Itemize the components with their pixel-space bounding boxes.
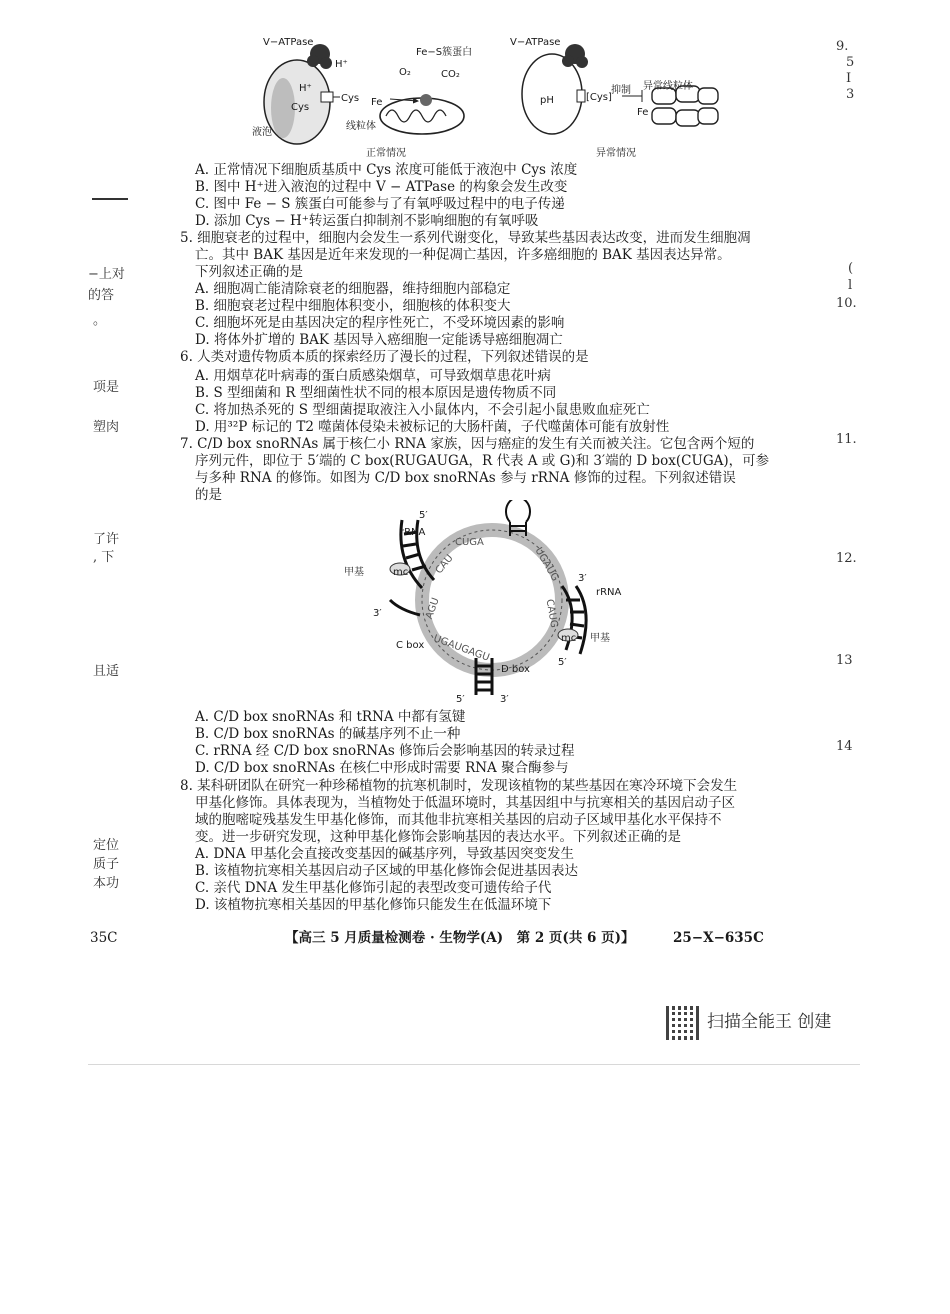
left-fragment: 项是 [93,380,120,395]
q4-option-c: C. 图中 Fe − S 簇蛋白可能参与了有氧呼吸过程中的电子传递 [195,196,565,212]
fig1-ph: pH [540,95,554,106]
q7-option-a: A. C/D box snoRNAs 和 tRNA 中都有氢键 [195,709,466,725]
left-fragment: 本功 [93,876,120,891]
right-fragment: 14 [836,739,853,754]
right-fragment: 11. [836,432,857,447]
q8-stem-line-3: 域的胞嘧啶残基发生甲基化修饰，而其他非抗寒相关基因的启动子区域甲基化水平保持不 [195,812,722,828]
q7-stem-line-4: 的是 [195,487,222,503]
fig2-seq-bottom: UGAUGAGU [431,633,491,664]
left-fragment: −上对 [88,267,125,282]
fig1-vacuole-label: 液泡 [252,127,272,138]
right-fragment: 12. [836,551,857,566]
fig1-cys-conc: [Cys] [586,92,612,103]
q5-stem-line-1: 5. 细胞衰老的过程中，细胞内会发生一系列代谢变化，导致某些基因表达改变，进而发生细胞凋 [180,230,751,246]
fig2-seq-left: AGU [423,596,442,621]
q7-stem-line-2: 序列元件，即位于 5′端的 C box(RUGAUGA，R 代表 A 或 G)和 3′端的 D box(CUGA)，可参 [195,453,770,469]
fig1-caption-abnormal: 异常情况 [596,148,636,159]
q8-option-d: D. 该植物抗寒相关基因的甲基化修饰只能发生在低温环境下 [195,897,552,913]
figure-cd-box-snorna [330,500,640,705]
q7-option-c: C. rRNA 经 C/D box snoRNAs 修饰后会影响基因的转录过程 [195,743,575,759]
left-fragment: 了许 [93,532,120,547]
fig2-3prime-left: 3′ [373,608,382,619]
left-margin-rule [92,198,128,200]
right-fragment: 3 [846,87,855,102]
q5-option-d: D. 将体外扩增的 BAK 基因导入癌细胞一定能诱导癌细胞凋亡 [195,332,563,348]
left-fragment: , 下 [93,550,115,565]
right-fragment: 9. [836,39,849,54]
q8-option-a: A. DNA 甲基化会直接改变基因的碱基序列，导致基因突变发生 [195,846,575,862]
q6-stem: 6. 人类对遗传物质本质的探索经历了漫长的过程，下列叙述错误的是 [180,349,589,365]
left-fragment: 。 [93,313,107,328]
fig2-5prime-top: 5′ [419,510,428,521]
left-fragment: 塑肉 [93,420,120,435]
left-fragment: 质子 [93,857,120,872]
fig1-cys-in: Cys [291,102,310,113]
right-fragment: 5 [846,55,855,70]
fig1-co2: CO₂ [441,69,460,80]
fig1-vatpase-left: V−ATPase [263,37,314,48]
fig1-cys-out: Cys [341,93,360,104]
fig1-fe-left: Fe [371,97,383,108]
fig2-seq-left-up: CAU [433,552,456,577]
fig2-seq-right-up: CAUG [543,598,560,629]
left-fragment: 的答 [88,288,115,303]
fig2-rrna-right: rRNA [596,587,622,598]
q5-option-c: C. 细胞坏死是由基因决定的程序性死亡，不受环境因素的影响 [195,315,565,331]
left-fragment: 定位 [93,838,120,853]
fig2-5prime-right: 5′ [558,657,567,668]
q7-option-b: B. C/D box snoRNAs 的碱基序列不止一种 [195,726,461,742]
fig1-o2: O₂ [399,67,411,78]
q5-stem-line-3: 下列叙述正确的是 [195,264,303,280]
fig2-seq-top: CUGA [455,537,484,548]
q8-stem-line-2: 甲基化修饰。具体表现为，当植物处于低温环境时，其基因组中与抗寒相关的基因启动子区 [195,795,735,811]
fig1-hplus-in: H⁺ [299,83,312,94]
fig2-cbox: C box [396,640,425,651]
q4-option-b: B. 图中 H⁺进入液泡的过程中 V − ATPase 的构象会发生改变 [195,179,568,195]
fig1-fe-right: Fe [637,107,649,118]
q6-option-b: B. S 型细菌和 R 型细菌性状不同的根本原因是遗传物质不同 [195,385,557,401]
right-fragment: l [848,278,853,293]
scanner-label: 扫描全能王 创建 [707,1012,832,1032]
q7-option-d: D. C/D box snoRNAs 在核仁中形成时需要 RNA 聚合酶参与 [195,760,569,776]
right-fragment: ( [848,261,854,276]
fig1-mito-label: 线粒体 [346,121,376,132]
fig1-inhibit: 抑制 [611,85,631,96]
left-fragment: 且适 [93,664,120,679]
fig2-methyl-right: 甲基 [590,633,610,644]
fig1-fes-label: Fe−S簇蛋白 [416,47,473,58]
right-fragment: I [846,71,852,86]
fig2-dbox: D box [501,664,530,675]
footer-title: 【高三 5 月质量检测卷 · 生物学(A) 第 2 页(共 6 页)】 [285,930,635,946]
q8-stem-line-4: 变。进一步研究发现，这种甲基化修饰会影响基因的表达水平。下列叙述正确的是 [195,829,681,845]
q8-option-c: C. 亲代 DNA 发生甲基化修饰引起的表型改变可遗传给子代 [195,880,552,896]
q8-stem-line-1: 8. 某科研团队在研究一种珍稀植物的抗寒机制时，发现该植物的某些基因在寒冷环境下会发生 [180,778,738,794]
q8-option-b: B. 该植物抗寒相关基因启动子区域的甲基化修饰会促进基因表达 [195,863,579,879]
q5-stem-line-2: 亡。其中 BAK 基因是近年来发现的一种促凋亡基因，许多癌细胞的 BAK 基因表达异常。 [195,247,731,263]
q7-stem-line-1: 7. C/D box snoRNAs 属于核仁小 RNA 家族，因与癌症的发生有关而被关注。它包含两个短的 [180,436,755,452]
q5-option-b: B. 细胞衰老过程中细胞体积变小，细胞核的体积变大 [195,298,511,314]
fig2-3prime-bottom: 3′ [500,694,509,705]
q7-stem-line-3: 与多种 RNA 的修饰。如图为 C/D box snoRNAs 参与 rRNA 修饰的过程。下列叙述错误 [195,470,736,486]
q6-option-c: C. 将加热杀死的 S 型细菌提取液注入小鼠体内，不会引起小鼠患败血症死亡 [195,402,650,418]
fig2-methyl-left: 甲基 [344,567,364,578]
fig1-abnormal-mito: 异常线粒体 [643,81,693,92]
q6-option-a: A. 用烟草花叶病毒的蛋白质感染烟草，可导致烟草患花叶病 [195,368,551,384]
right-fragment: 13 [836,653,853,668]
fig2-rrna-left: rRNA [400,527,426,538]
fig2-mc-left: mc [393,567,409,578]
fig1-hplus-out: H⁺ [335,59,348,70]
q4-option-d: D. 添加 Cys − H⁺转运蛋白抑制剂不影响细胞的有氧呼吸 [195,213,539,229]
footer-right-code: 25−X−635C [673,930,764,946]
top-hairpin [506,500,530,536]
fig2-3prime-right: 3′ [578,573,587,584]
fig1-caption-normal: 正常情况 [366,148,406,159]
q4-option-a: A. 正常情况下细胞质基质中 Cys 浓度可能低于液泡中 Cys 浓度 [195,162,578,178]
fig1-vatpase-right: V−ATPase [510,37,561,48]
fig2-seq-right: UGAUG [532,545,561,584]
q5-option-a: A. 细胞凋亡能清除衰老的细胞器，维持细胞内部稳定 [195,281,511,297]
footer-left-code: 35C [90,930,118,946]
q6-option-d: D. 用³²P 标记的 T2 噬菌体侵染未被标记的大肠杆菌，子代噬菌体可能有放射性 [195,419,670,435]
fig2-5prime-bottom: 5′ [456,694,465,705]
bottom-divider [88,1064,860,1065]
right-fragment: 10. [836,296,857,311]
fig2-mc-right: mc [561,633,577,644]
